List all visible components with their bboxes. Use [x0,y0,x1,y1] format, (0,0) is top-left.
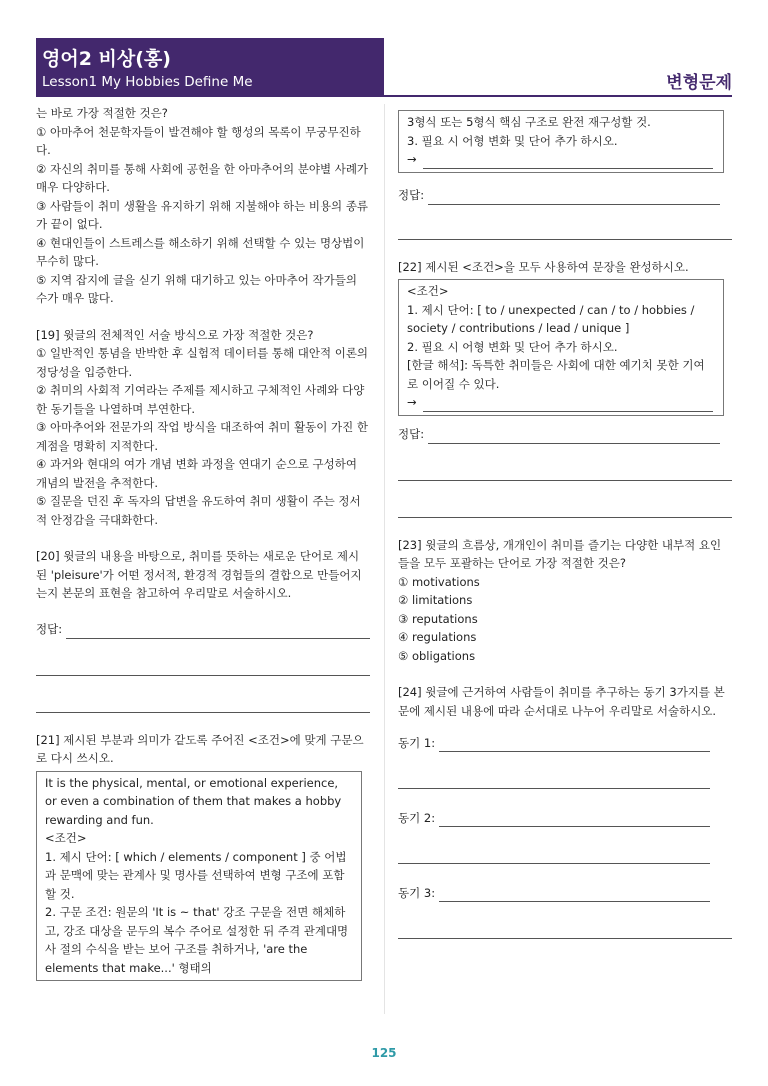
answer-line[interactable] [428,431,720,444]
q21-condition-box [36,771,362,982]
answer-line[interactable] [439,739,710,752]
answer-line[interactable] [423,156,713,169]
answer-label: 정답: [398,427,425,441]
arrow-icon: → [407,152,417,166]
column-divider [384,104,385,1014]
condition-header: <조건> [407,284,449,298]
q22-stem: [22] 제시된 <조건>을 모두 사용하여 문장을 완성하시오. [398,259,689,274]
answer-line[interactable] [398,916,732,939]
condition-item: 3. 필요 시 어형 변화 및 단어 추가 하시오. [407,133,618,148]
motive-1-row[interactable] [398,730,710,752]
q22-answer-row[interactable] [407,393,715,412]
arrow-icon: → [407,395,417,409]
q22-condition-box [398,279,724,416]
q24-stem: [24] 윗글에 근거하여 사람들이 취미를 추구하는 동기 3가지를 본문에 제시된 내용에 따라 순서대로 나누어 우리말로 서술하시오. [398,685,725,718]
answer-line[interactable] [36,653,370,676]
q23-option: ① motivations [398,574,480,589]
textbook-title: 영어2 비상(홍) [42,48,171,70]
q20-stem: [20] 윗글의 내용을 바탕으로, 취미를 뜻하는 새로운 단어로 제시된 'pleisure'가 어떤 정서적, 환경적 경험들의 결합으로 만들어지는지 본문의 표현을 참고하여 우리말로 서술하시오. [36,549,362,600]
q19-option: ① 일반적인 통념을 반박한 후 실험적 데이터를 통해 대안적 이론의 정당성을 입증한다. [36,346,369,379]
answer-line[interactable] [439,814,710,827]
korean-translation: [한글 해석]: 독특한 취미들은 사회에 대한 예기치 못한 기여로 이어질 수 있다. [407,358,705,391]
left-column [36,104,370,984]
q19-option: ③ 아마추어와 전문가의 작업 방식을 대조하여 취미 활동이 가진 한계점을 명확히 지적한다. [36,420,369,453]
q18-option: ③ 사람들이 취미 생활을 유지하기 위해 지불해야 하는 비용의 종류가 끝이 없다. [36,198,369,231]
motive-label: 동기 3: [398,885,436,900]
header-rule [36,95,732,97]
answer-line[interactable] [398,495,732,518]
answer-line[interactable] [423,399,713,412]
q21-answer-row[interactable] [407,150,715,169]
q23-option: ② limitations [398,593,473,607]
q19-option: ⑤ 질문을 던진 후 독자의 답변을 유도하여 취미 생활이 주는 정서적 안정감을 극대화한다. [36,494,361,527]
answer-line[interactable] [398,766,710,789]
q21-stem: [21] 제시된 부분과 의미가 같도록 주어진 <조건>에 맞게 구문으로 다시 쓰시오. [36,732,364,765]
q18-tail: 는 바로 가장 적절한 것은? [36,106,168,120]
q18-option: ① 아마추어 천문학자들이 발견해야 할 행성의 목록이 무궁무진하다. [36,124,361,157]
condition-item: 2. 구문 조건: 원문의 'It is ~ that' 강조 구문을 전면 해체하고, 강조 대상을 문두의 복수 주어로 설정한 뒤 주격 관계대명사 절의 수식을 받는 보어 구조를 취하거나, 'are the elements that make...' 형태의 [45,905,349,975]
q18-option: ④ 현대인들이 스트레스를 해소하기 위해 선택할 수 있는 명상법이 무수히 많다. [36,235,365,268]
q19-option: ② 취미의 사회적 기여라는 주제를 제시하고 구체적인 사례와 다양한 동기들을 나열하며 부연한다. [36,383,365,416]
q21-answer[interactable] [398,183,720,205]
q21-condition-box-continued [398,110,724,173]
answer-line[interactable] [398,458,732,481]
motive-2-row[interactable] [398,805,710,827]
q23-option: ④ regulations [398,630,477,644]
section-tag: 변형문제 [666,73,732,93]
q23-option: ③ reputations [398,611,478,626]
answer-line[interactable] [398,841,710,864]
answer-line[interactable] [398,217,732,240]
q18-option: ② 자신의 취미를 통해 사회에 공헌을 한 아마추어의 분야별 사례가 매우 다양하다. [36,161,369,194]
answer-line[interactable] [36,690,370,713]
condition-item: 2. 필요 시 어형 변화 및 단어 추가 하시오. [407,339,618,354]
q21-source-sentence: It is the physical, mental, or emotional experience, or even a combination of them that makes a hobby rewarding and fun. [45,775,342,827]
motive-label: 동기 1: [398,735,436,750]
motive-3-row[interactable] [398,880,710,902]
answer-label: 정답: [398,188,425,202]
q23-stem: [23] 윗글의 흐름상, 개개인이 취미를 즐기는 다양한 내부적 요인들을 모두 포괄하는 단어로 가장 적절한 것은? [398,537,722,570]
answer-label: 정답: [36,622,63,636]
condition-item: 1. 제시 단어: [ which / elements / component ] 중 어법과 문맥에 맞는 관계사 및 명사를 선택하여 변형 구조에 포함할 것. [45,849,347,901]
lesson-title: Lesson1 My Hobbies Define Me [42,74,253,90]
answer-line[interactable] [428,192,720,205]
condition-item: 1. 제시 단어: [ to / unexpected / can / to / hobbies / society / contributions / lead / unique ] [407,302,695,335]
right-column [398,104,732,939]
page-number: 125 [371,1046,397,1060]
q19-stem: [19] 윗글의 전체적인 서술 방식으로 가장 적절한 것은? [36,327,314,342]
condition-header: <조건> [45,831,87,845]
q22-answer[interactable] [398,422,720,444]
q23-option: ⑤ obligations [398,648,476,663]
answer-line[interactable] [66,626,370,639]
q19-option: ④ 과거와 현대의 여가 개념 변화 과정을 연대기 순으로 구성하여 개념의 발전을 추적한다. [36,457,357,490]
q20-answer-row[interactable] [36,617,370,639]
condition-item: 3형식 또는 5형식 핵심 구조로 완전 재구성할 것. [407,115,651,129]
motive-label: 동기 2: [398,810,436,825]
q18-option: ⑤ 지역 잡지에 글을 싣기 위해 대기하고 있는 아마추어 작가들의 수가 매우 많다. [36,272,357,305]
answer-line[interactable] [439,889,710,902]
header-banner [36,38,384,96]
